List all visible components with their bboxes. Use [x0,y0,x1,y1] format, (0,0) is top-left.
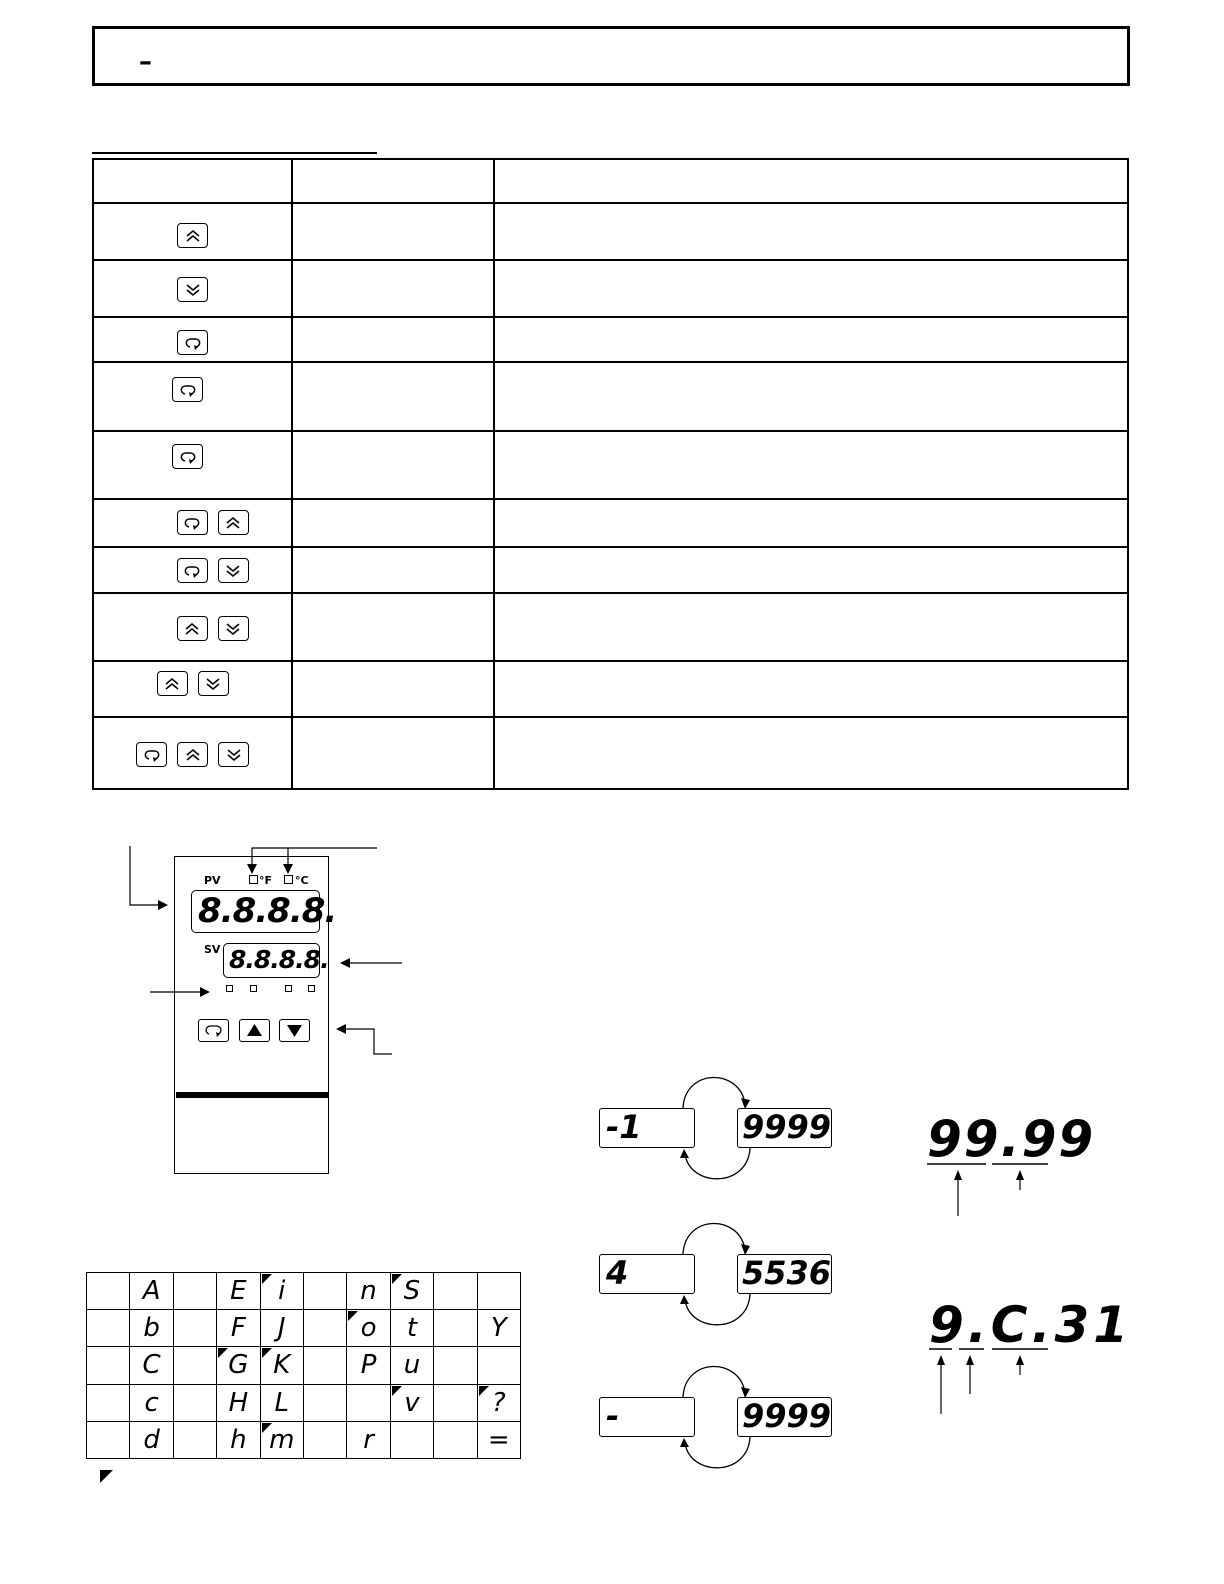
flow-arrow-bottom [685,1437,750,1468]
charmap-row [87,1421,521,1458]
unit-f-label: °F [259,874,273,887]
charmap-cell [87,1273,130,1310]
controller-front-panel [174,856,337,1174]
charmap-cell [434,1273,477,1310]
charmap-cell: H [217,1384,260,1421]
charmap-cell: = [477,1421,520,1458]
corner-marker-icon [262,1423,272,1433]
charmap-row [87,1347,521,1384]
flow-left-display [599,1397,695,1437]
corner-marker-icon [262,1274,272,1284]
status-lamp [226,985,233,992]
flow-arrow-top [683,1223,745,1254]
charmap-row [87,1384,521,1421]
flow-left-display [599,1108,695,1148]
charmap-cell [477,1347,520,1384]
charmap-cell [303,1347,346,1384]
flow-arrow-bottom [685,1294,750,1325]
charmap-cell: F [217,1310,260,1347]
unit-f-lamp [249,875,258,884]
decimal-example-1: 99.99 [927,1110,1096,1168]
charmap-cell: n [347,1273,390,1310]
charmap-cell [87,1347,130,1384]
charmap-cell: C [130,1347,173,1384]
charmap-cell [303,1310,346,1347]
flow-left-value: -1 [606,1108,642,1146]
charmap-cell [347,1384,390,1421]
charmap-cell [434,1347,477,1384]
panel-divider [176,1092,328,1098]
unit-c-label: °C [295,874,309,887]
charmap-cell [303,1421,346,1458]
flow-right-display [737,1397,832,1437]
unit-c-lamp [284,875,293,884]
charmap-cell [173,1273,216,1310]
charmap-cell [434,1384,477,1421]
corner-marker-icon [262,1348,272,1358]
corner-marker-icon [392,1274,402,1284]
charmap-cell: G [217,1347,260,1384]
triangle-down-icon [279,1019,310,1042]
charmap-cell: o [347,1310,390,1347]
flow-right-value: 5536 [742,1254,832,1292]
charmap-cell: m [260,1421,303,1458]
charmap-row [87,1273,521,1310]
charmap-cell: d [130,1421,173,1458]
flow-arrowhead-bottom [680,1438,689,1447]
mode-key-button[interactable] [198,1019,229,1042]
charmap-cell: K [260,1347,303,1384]
charmap-cell: h [217,1421,260,1458]
title-dash: – [139,47,152,77]
sv-display [223,943,329,978]
flow-arrowhead-bottom [680,1295,689,1304]
flow-arrow-bottom [685,1148,750,1179]
flow-left-value: - [606,1397,620,1435]
charmap-cell: P [347,1347,390,1384]
pv-value: 8.8.8.8. [198,891,337,931]
charmap-cell: Y [477,1310,520,1347]
charmap-cell: u [390,1347,433,1384]
charmap-cell [434,1421,477,1458]
charmap-cell [173,1310,216,1347]
charmap-cell: c [130,1384,173,1421]
marker-legend-icon [100,1470,113,1483]
flow-right-display [737,1254,832,1294]
flow-arrowhead-bottom [680,1149,689,1158]
corner-marker-icon [218,1348,228,1358]
charmap-cell: b [130,1310,173,1347]
charmap-cell [87,1384,130,1421]
charmap-row [87,1310,521,1347]
flow-right-value: 9999 [742,1108,832,1146]
charmap-cell: ? [477,1384,520,1421]
charmap-cell: S [390,1273,433,1310]
status-lamp [308,985,315,992]
charmap-cell: v [390,1384,433,1421]
flow-left-display [599,1254,695,1294]
charmap-cell: i [260,1273,303,1310]
flow-arrow-top [683,1366,745,1397]
flow-arrow-top [683,1077,745,1108]
charmap-cell: J [260,1310,303,1347]
charmap-cell: r [347,1421,390,1458]
triangle-up-icon [239,1019,270,1042]
decimal-example-2: 9.C.31 [929,1296,1133,1354]
sv-value: 8.8.8.8. [229,945,329,974]
charmap-cell: L [260,1384,303,1421]
charmap-cell [303,1384,346,1421]
mode-icon [198,1019,229,1042]
charmap-cell [173,1347,216,1384]
down-key-button[interactable] [279,1019,310,1042]
up-key-button[interactable] [239,1019,270,1042]
corner-marker-icon [392,1386,402,1396]
character-map-table [86,1272,521,1459]
flow-right-display [737,1108,832,1148]
flow-right-value: 9999 [742,1397,832,1435]
sv-label: SV [204,943,221,956]
charmap-cell [173,1384,216,1421]
corner-marker-icon [348,1311,358,1321]
charmap-cell [87,1421,130,1458]
charmap-cell: t [390,1310,433,1347]
charmap-cell: A [130,1273,173,1310]
charmap-cell [477,1273,520,1310]
charmap-cell [173,1421,216,1458]
pv-display [191,890,337,933]
charmap-cell: E [217,1273,260,1310]
flow-left-value: 4 [606,1254,629,1292]
charmap-cell [303,1273,346,1310]
status-lamp [285,985,292,992]
corner-marker-icon [479,1386,489,1396]
pv-label: PV [204,874,221,887]
charmap-cell [434,1310,477,1347]
status-lamp [250,985,257,992]
charmap-cell [390,1421,433,1458]
charmap-cell [87,1310,130,1347]
